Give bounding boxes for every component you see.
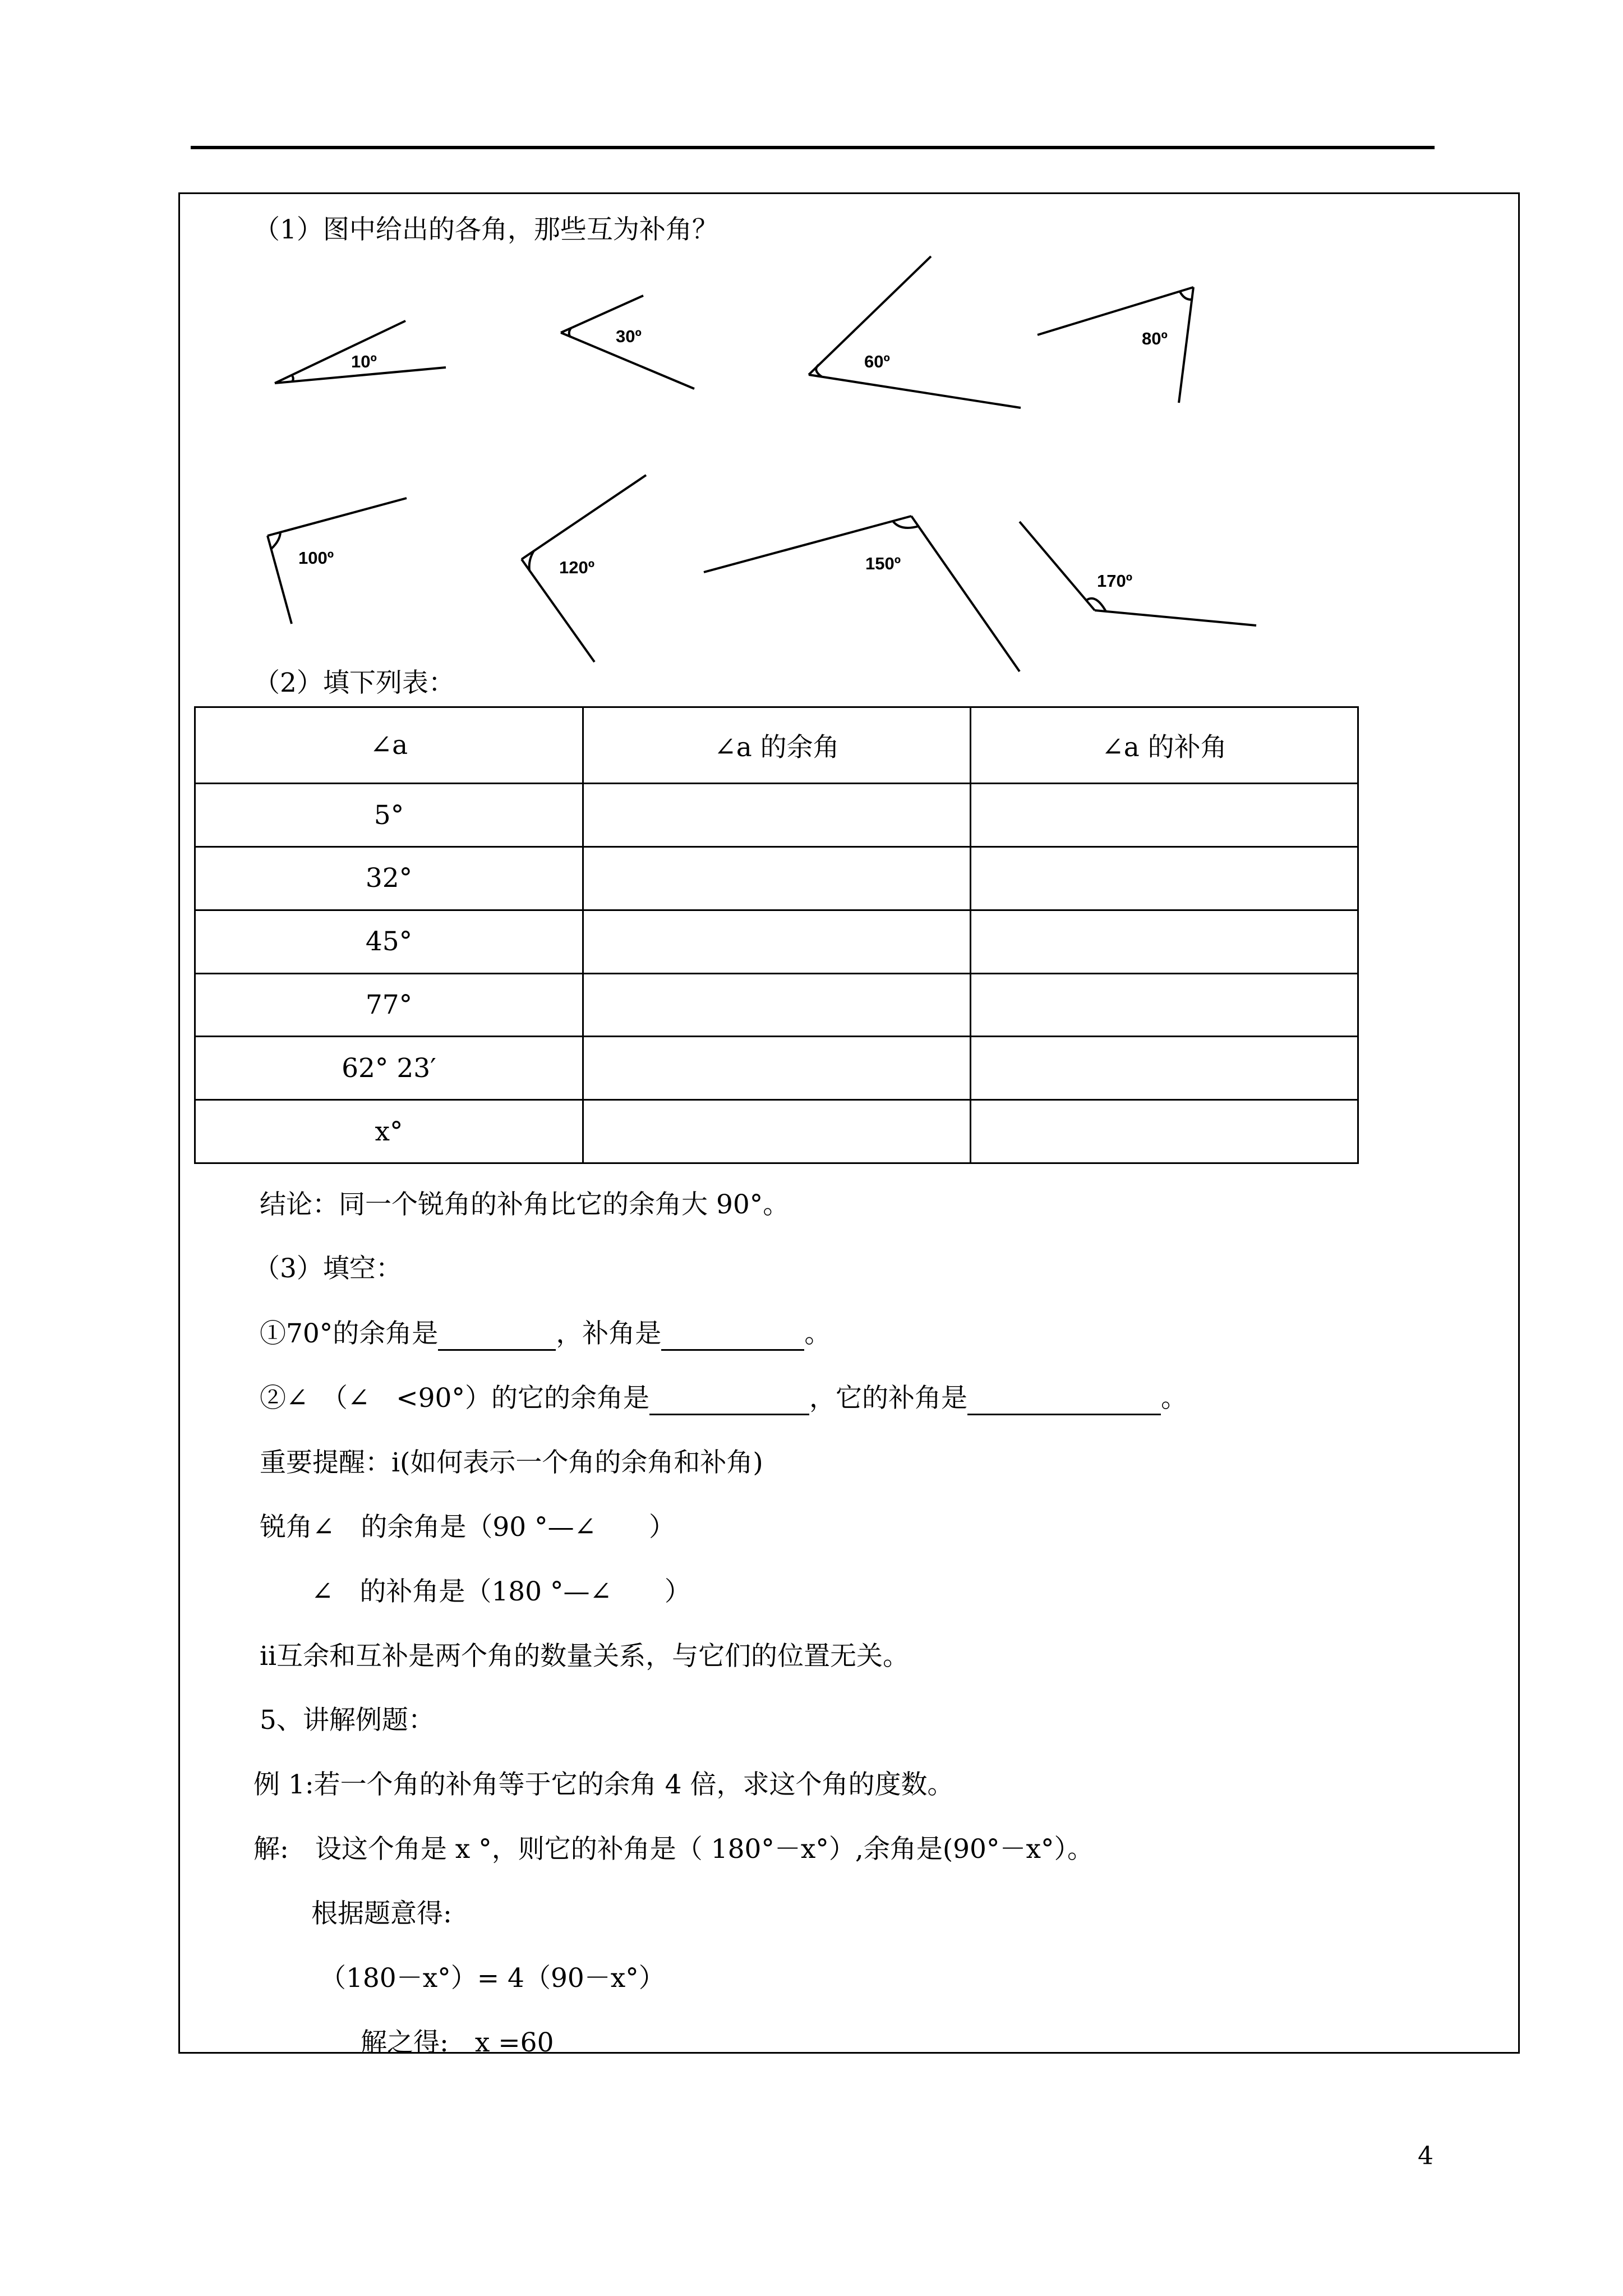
table-cell-complement-blank[interactable] (583, 1037, 971, 1100)
table-cell-supplement-blank[interactable] (971, 910, 1358, 973)
table-row (195, 846, 1358, 910)
fill-line-1 (260, 1317, 831, 1351)
angle-label-10: 10º (351, 352, 377, 371)
angle-label-80: 80º (1142, 329, 1168, 348)
table-row (195, 973, 1358, 1037)
table-row (195, 1037, 1358, 1100)
fill-2-text-a: ②∠ （∠ <90°）的它的余角是 (260, 1383, 649, 1414)
reminder-title: 重要提醒：ⅰ(如何表示一个角的余角和补角) (260, 1447, 763, 1478)
table-cell-angle: x° (195, 1100, 583, 1163)
fill-1-blank-supplement[interactable] (661, 1324, 804, 1351)
fill-2-text-b: ，它的补角是 (809, 1383, 967, 1414)
table-header: ∠a 的余角 (583, 707, 971, 784)
table-header: ∠a (195, 707, 583, 784)
table-cell-angle: 32° (195, 846, 583, 910)
example-heading: 5、讲解例题： (260, 1705, 435, 1736)
table-cell-angle: 77° (195, 973, 583, 1037)
angle-label-120: 120º (559, 558, 595, 577)
table-row (195, 1100, 1358, 1163)
example-solution: 解: 设这个角是 x °，则它的补角是（ 180°－x°）,余角是(90°－x°）。 (253, 1834, 1094, 1865)
angle-table (194, 706, 1359, 1164)
table-cell-supplement-blank[interactable] (971, 1037, 1358, 1100)
fill-2-blank-complement[interactable] (649, 1389, 809, 1415)
table-cell-angle: 62° 23′ (195, 1037, 583, 1100)
table-cell-supplement-blank[interactable] (971, 846, 1358, 910)
table-header-row (195, 707, 1358, 784)
reminder-line-2: ∠ 的补角是（180 °—∠ ） (311, 1576, 691, 1607)
fill-1-blank-complement[interactable] (438, 1324, 556, 1351)
example-equation: （180－x°）= 4（90－x°） (320, 1963, 665, 1994)
fill-2-blank-supplement[interactable] (967, 1389, 1161, 1415)
table-row (195, 784, 1358, 847)
fill-2-end: 。 (1160, 1383, 1187, 1414)
angle-label-60: 60º (864, 352, 890, 371)
fill-1-end: 。 (804, 1318, 831, 1349)
angle-80 (1038, 287, 1193, 403)
table-row (195, 910, 1358, 973)
part2-heading: （2）填下列表： (253, 668, 455, 698)
angle-150 (704, 516, 1020, 671)
angle-170 (1020, 522, 1256, 625)
table-cell-angle: 5° (195, 784, 583, 847)
reminder-line-1: 锐角∠ 的余角是（90 °—∠ ） (260, 1512, 676, 1543)
table-cell-supplement-blank[interactable] (971, 784, 1358, 847)
table-cell-complement-blank[interactable] (583, 784, 971, 847)
example-step: 根据题意得: (311, 1898, 452, 1929)
table-cell-supplement-blank[interactable] (971, 973, 1358, 1037)
reminder-line-3: ⅱ互余和互补是两个角的数量关系，与它们的位置无关。 (260, 1641, 910, 1672)
table-cell-angle: 45° (195, 910, 583, 973)
table-cell-complement-blank[interactable] (583, 910, 971, 973)
part1-question: （1）图中给出的各角，那些互为补角？ (253, 214, 718, 245)
angle-label-100: 100º (298, 548, 334, 568)
angle-60 (809, 256, 1021, 408)
angle-label-150: 150º (865, 554, 901, 573)
page-number: 4 (1418, 2142, 1433, 2170)
angle-100 (268, 498, 407, 624)
fill-1-text-b: ，补角是 (556, 1318, 662, 1349)
table-cell-complement-blank[interactable] (583, 973, 971, 1037)
table-cell-supplement-blank[interactable] (971, 1100, 1358, 1163)
angle-label-30: 30º (616, 326, 642, 346)
part3-heading: （3）填空： (253, 1253, 402, 1284)
table-cell-complement-blank[interactable] (583, 846, 971, 910)
table-cell-complement-blank[interactable] (583, 1100, 971, 1163)
conclusion: 结论：同一个锐角的补角比它的余角大 90°。 (260, 1189, 790, 1220)
fill-line-2 (260, 1382, 1187, 1415)
fill-1-text-a: ①70°的余角是 (260, 1318, 439, 1349)
example-problem: 例 1:若一个角的补角等于它的余角 4 倍，求这个角的度数。 (253, 1769, 954, 1800)
angle-label-170: 170º (1097, 571, 1133, 591)
angle-figures (0, 0, 1623, 701)
example-result: 解之得: x =60 (361, 2027, 554, 2058)
table-header: ∠a 的补角 (971, 707, 1358, 784)
